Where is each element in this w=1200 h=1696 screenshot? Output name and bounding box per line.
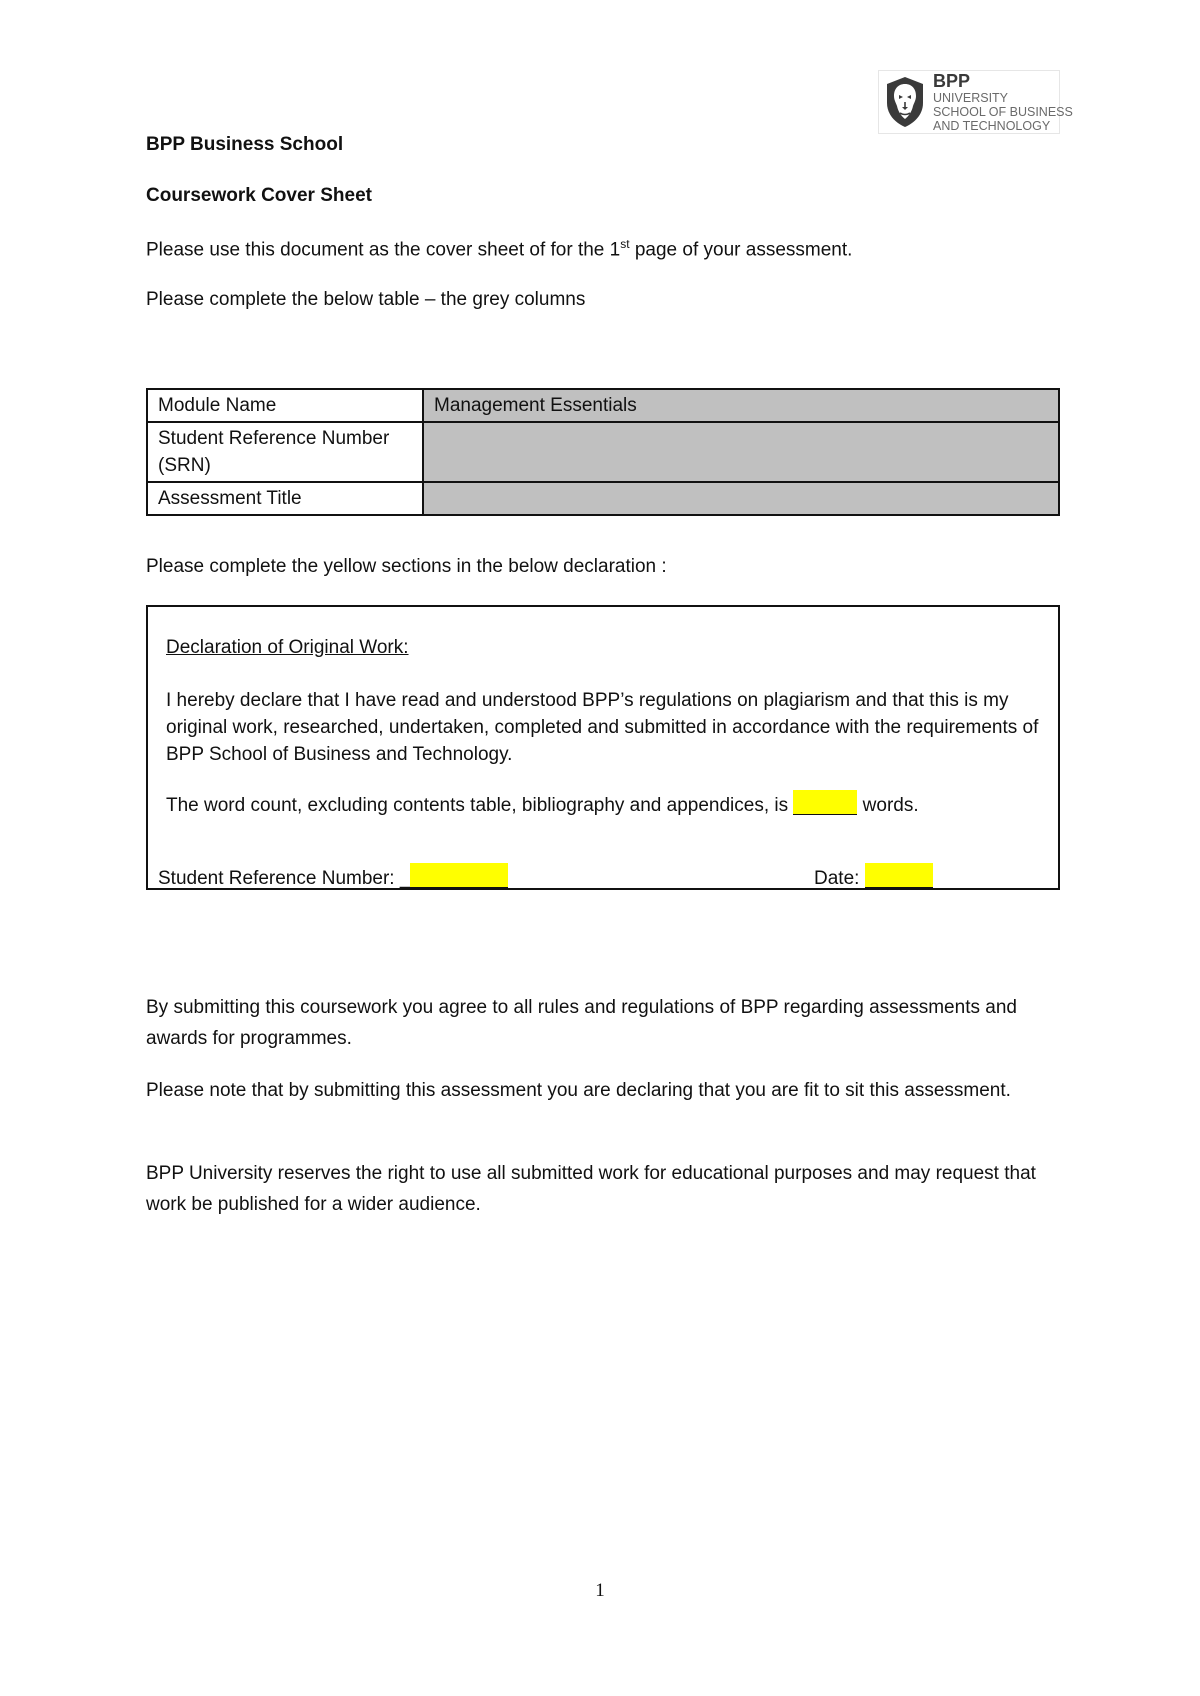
word-count-after: words. — [857, 795, 919, 816]
school-name: BPP Business School — [146, 134, 344, 155]
srn-signature-label: Student Reference Number: _ — [158, 868, 411, 889]
instruction-cover-sheet — [146, 237, 852, 261]
rights-paragraph: BPP University reserves the right to use all submitted work for educational purposes and may request that work be published for a wider audience. — [146, 1163, 1036, 1215]
logo-line-1: UNIVERSITY — [933, 90, 1009, 105]
srn-label: Student Reference Number (SRN) — [147, 422, 423, 482]
page-title: Coursework Cover Sheet — [146, 185, 372, 206]
fitness-paragraph: Please note that by submitting this assessment you are declaring that you are fit to sit this assessment. — [146, 1080, 1011, 1101]
assessment-info-table — [146, 388, 1060, 516]
declaration-heading: Declaration of Original Work: — [166, 637, 409, 658]
srn-signature-line — [158, 863, 508, 890]
instruction-declaration: Please complete the yellow sections in the below declaration : — [146, 556, 667, 577]
logo-line-3: AND TECHNOLOGY — [933, 118, 1051, 133]
srn-field[interactable] — [423, 422, 1059, 482]
page-number: 1 — [595, 1580, 605, 1601]
date-line — [814, 863, 933, 890]
logo-brand: BPP — [933, 70, 971, 91]
bpp-logo — [878, 70, 1073, 134]
instruction-cover-sheet-before: Please use this document as the cover sheet of for the 1 — [146, 239, 621, 261]
date-field[interactable] — [865, 863, 933, 888]
declaration-body: I hereby declare that I have read and understood BPP’s regulations on plagiarism and that this is my original work, researched, undertaken, completed and submitted in accordance with the requirements of BPP School of Business and Technology. — [166, 690, 1039, 765]
module-name-label: Module Name — [147, 389, 423, 422]
date-label: Date: — [814, 868, 865, 889]
logo-text — [933, 72, 1073, 133]
module-name-field[interactable]: Management Essentials — [423, 389, 1059, 422]
table-row — [147, 422, 1059, 482]
word-count-line — [166, 790, 919, 817]
assessment-title-field[interactable] — [423, 482, 1059, 515]
instruction-cover-sheet-sup: st — [620, 237, 630, 251]
assessment-title-label: Assessment Title — [147, 482, 423, 515]
srn-signature-field[interactable] — [410, 863, 508, 888]
declaration-box — [146, 605, 1060, 890]
table-row — [147, 482, 1059, 515]
table-row — [147, 389, 1059, 422]
logo-line-2: SCHOOL OF BUSINESS — [933, 104, 1073, 119]
instruction-cover-sheet-after: page of your assessment. — [629, 239, 853, 261]
instruction-table: Please complete the below table – the grey columns — [146, 289, 586, 310]
word-count-before: The word count, excluding contents table, bibliography and appendices, is — [166, 795, 794, 816]
word-count-field[interactable] — [793, 790, 857, 815]
agreement-paragraph: By submitting this coursework you agree to all rules and regulations of BPP regarding assessments and awards for programmes. — [146, 997, 1017, 1049]
lion-shield-icon — [883, 75, 927, 129]
